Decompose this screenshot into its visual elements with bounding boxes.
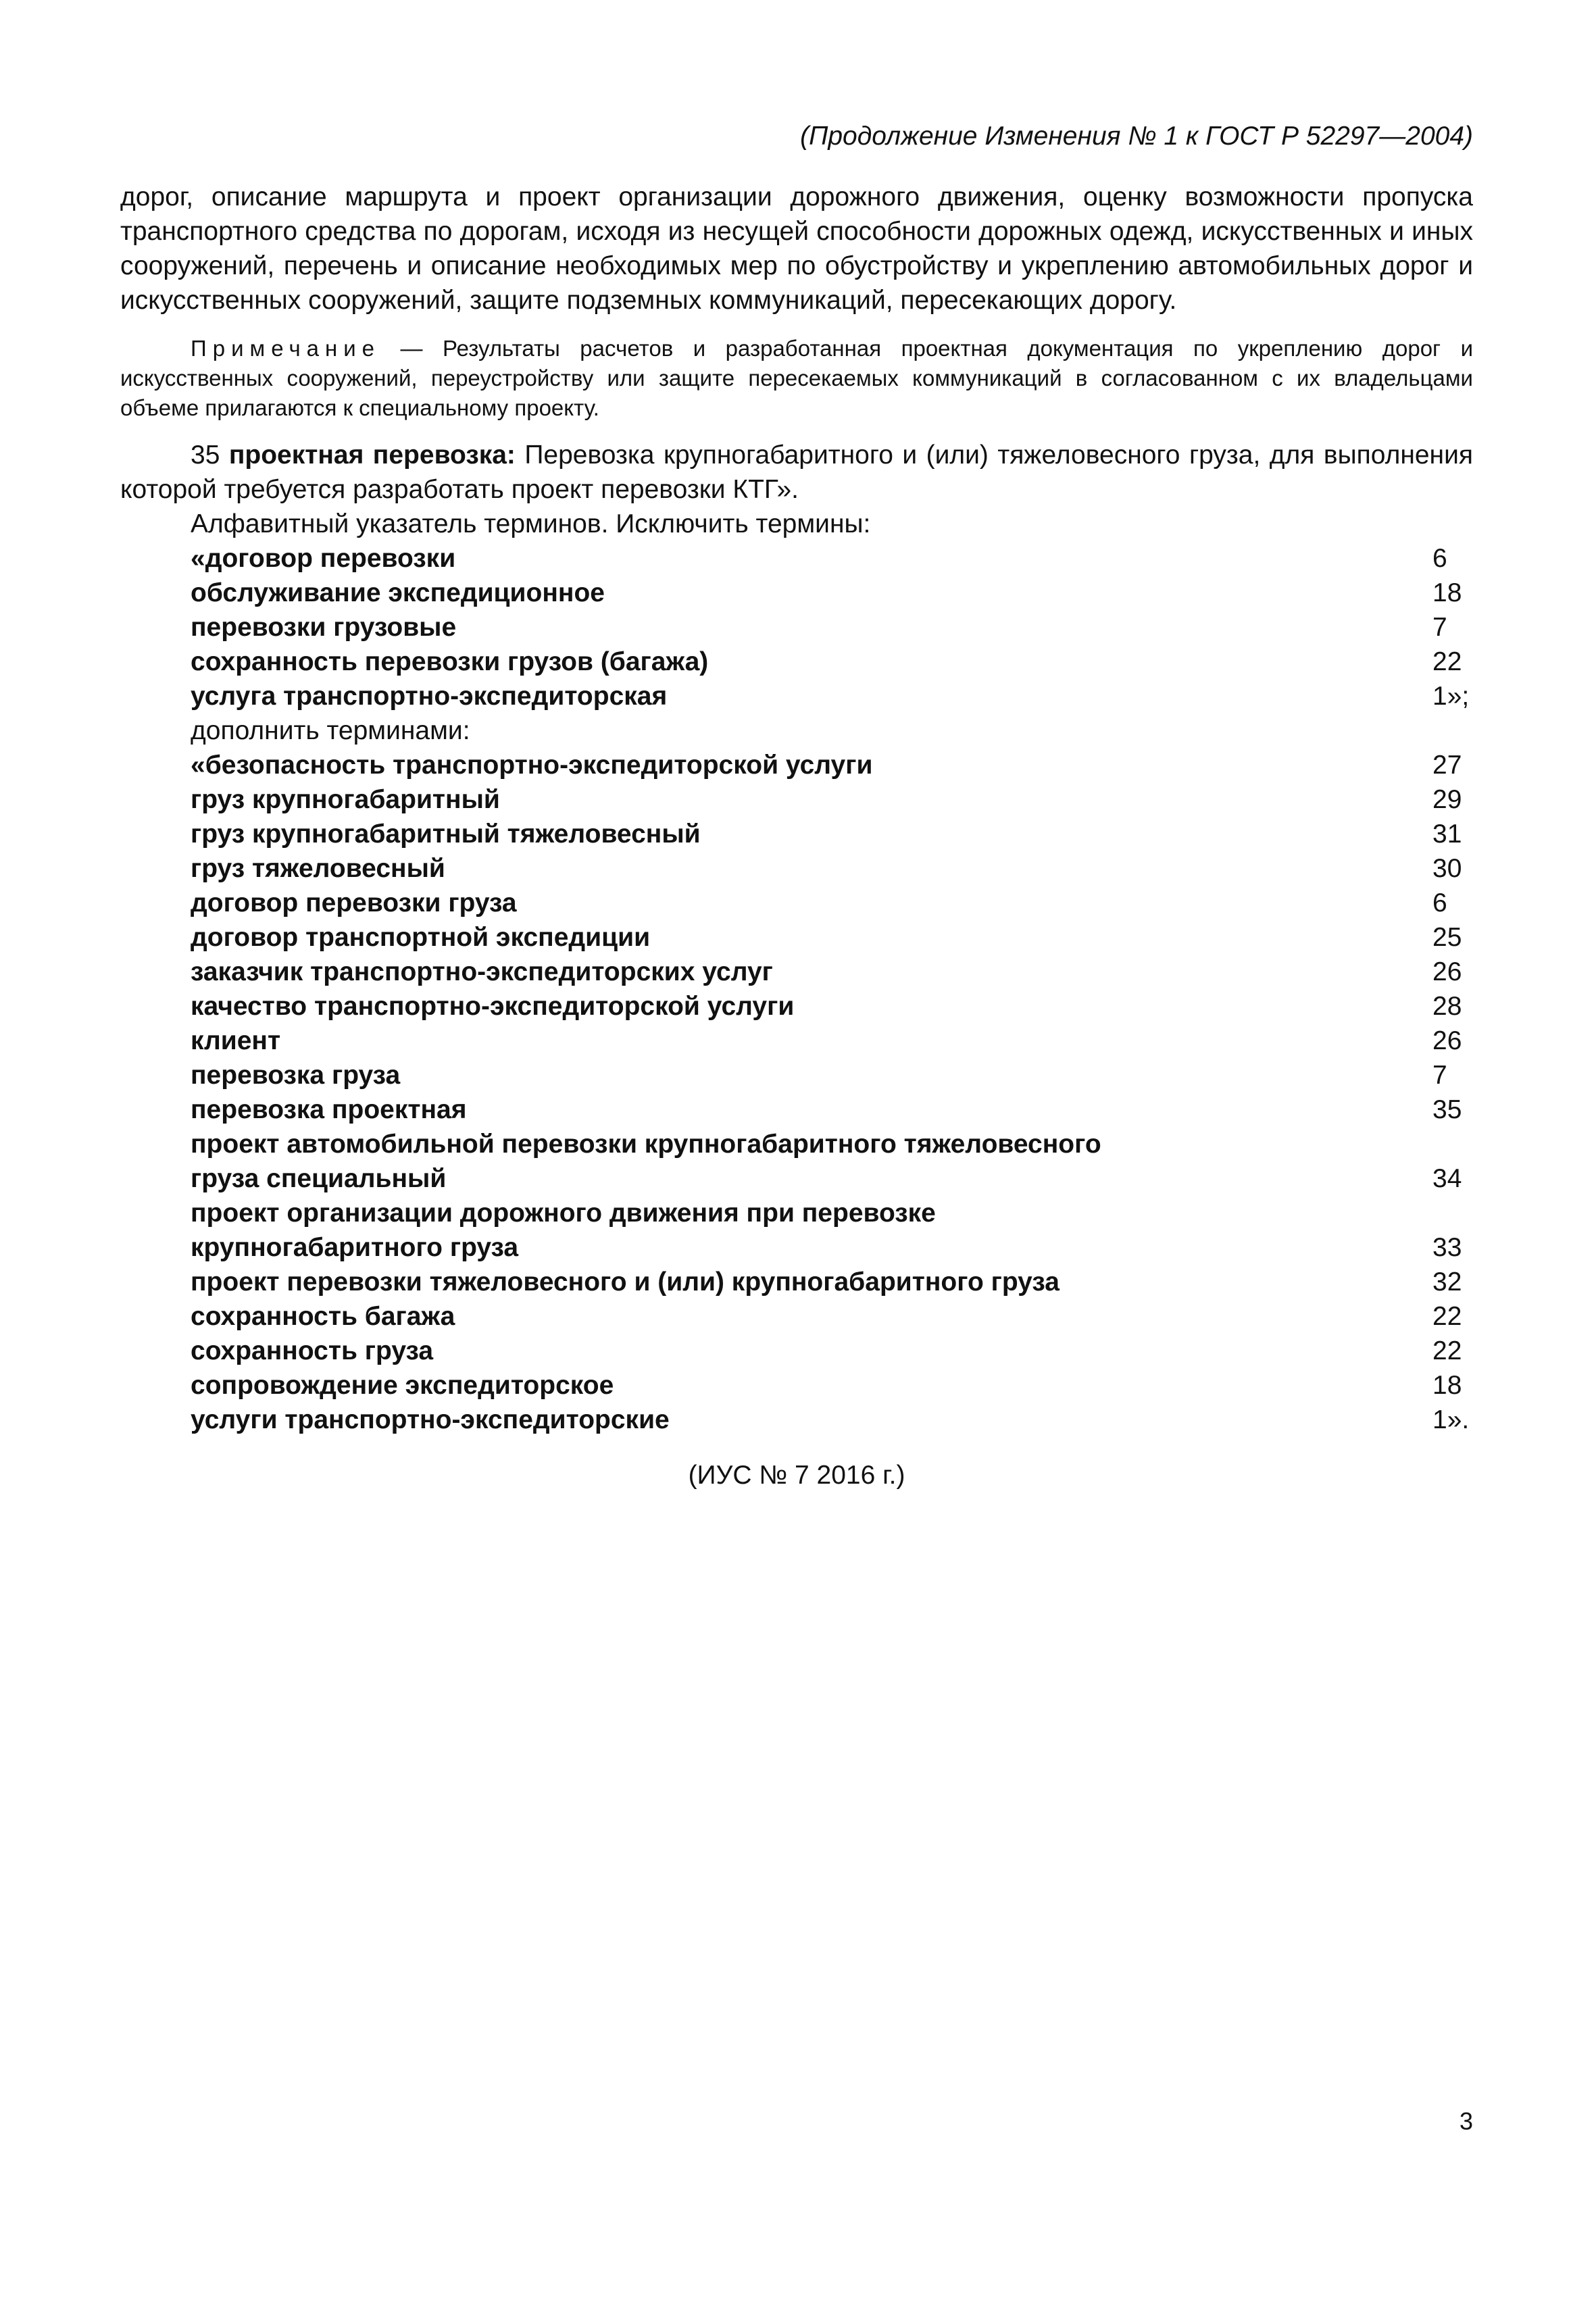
- list-item: [120, 1092, 1473, 1127]
- bulletin-reference: (ИУС № 7 2016 г.): [688, 1461, 905, 1490]
- term-number: 30: [1432, 854, 1462, 883]
- term-number: 6: [1432, 888, 1447, 917]
- list-item: [120, 1299, 1473, 1334]
- term-number: 27: [1432, 751, 1462, 780]
- term-name: перевозка проектная: [191, 1095, 467, 1124]
- term-number: 18: [1432, 578, 1462, 607]
- term-name-line-2: груза специальный: [191, 1164, 447, 1193]
- term-number: 31: [1432, 820, 1462, 849]
- list-item: [120, 1196, 1473, 1265]
- intro-paragraph: дорог, описание маршрута и проект организации дорожного движения, оценку возможности пропуска транспортного средства по дорогам, исходя из несущей способности дорожных одежд, искусственных и иных сооружений, перечень и описание необходимых мер по обустройству и укреплению автомобильных дорог и искусственных сооружений, защите подземных коммуникаций, пересекающих дорогу.: [120, 182, 1473, 315]
- list-item: [120, 851, 1473, 886]
- term-number: 26: [1432, 1026, 1462, 1055]
- term-number: 29: [1432, 785, 1462, 814]
- note-label: Примечание: [191, 336, 381, 361]
- term-35-term: проектная перевозка:: [228, 441, 516, 470]
- list-item: [120, 748, 1473, 782]
- document-body: [120, 180, 1473, 1437]
- term-name: [191, 1196, 1432, 1265]
- note-paragraph: [120, 334, 1473, 423]
- term-name-line-1: проект автомобильной перевозки крупногабаритного тяжеловесного: [191, 1130, 1101, 1159]
- term-name: сохранность груза: [191, 1336, 434, 1365]
- term-35-definition: Перевозка крупногабаритного и (или) тяжеловесного груза, для выполнения которой требуется разработать проект перевозки КТГ».: [120, 441, 1473, 504]
- page-number: 3: [1459, 2107, 1473, 2135]
- term-name: договор транспортной экспедиции: [191, 923, 651, 952]
- term-name: заказчик транспортно-экспедиторских услуг: [191, 957, 773, 986]
- term-name-line-1: проект организации дорожного движения при перевозке: [191, 1199, 936, 1228]
- list-item: [120, 1265, 1473, 1299]
- term-35-number: 35: [191, 441, 229, 470]
- term-name: услуга транспортно-экспедиторская: [191, 682, 668, 711]
- term-number: 25: [1432, 923, 1462, 952]
- term-name: груз тяжеловесный: [191, 854, 445, 883]
- list-item: [120, 576, 1473, 610]
- list-item: [120, 920, 1473, 955]
- term-name: перевозки грузовые: [191, 613, 457, 642]
- term-number: 28: [1432, 992, 1462, 1021]
- list-item: [120, 1368, 1473, 1403]
- term-number: 35: [1432, 1095, 1462, 1124]
- list-item: [120, 679, 1473, 713]
- term-name: сохранность багажа: [191, 1302, 455, 1331]
- added-terms-list: [120, 748, 1473, 1437]
- list-item: [120, 989, 1473, 1024]
- term-number: 26: [1432, 957, 1462, 986]
- term-name: груз крупногабаритный тяжеловесный: [191, 820, 701, 849]
- list-item: [120, 817, 1473, 851]
- term-name: договор перевозки груза: [191, 888, 517, 917]
- term-name: сопровождение экспедиторское: [191, 1371, 614, 1400]
- term-number: 18: [1432, 1371, 1462, 1400]
- list-item: [120, 1127, 1473, 1196]
- term-name: перевозка груза: [191, 1061, 401, 1090]
- term-number: 34: [1432, 1164, 1462, 1193]
- note-dash: —: [380, 336, 443, 361]
- index-intro: Алфавитный указатель терминов. Исключить термины:: [191, 509, 871, 538]
- term-name: услуги транспортно-экспедиторские: [191, 1405, 670, 1434]
- term-number: 22: [1432, 1336, 1462, 1365]
- term-name: «безопасность транспортно-экспедиторской услуги: [191, 751, 873, 780]
- term-number: 22: [1432, 1302, 1462, 1331]
- list-item: [120, 955, 1473, 989]
- list-item: [120, 782, 1473, 817]
- page-header: (Продолжение Изменения № 1 к ГОСТ Р 52297—2004): [800, 122, 1473, 151]
- term-name: клиент: [191, 1026, 281, 1055]
- term-name: [191, 1127, 1432, 1196]
- list-item: [120, 1058, 1473, 1092]
- list-item: [120, 886, 1473, 920]
- term-name: груз крупногабаритный: [191, 785, 500, 814]
- term-name: проект перевозки тяжеловесного и (или) крупногабаритного груза: [191, 1267, 1059, 1297]
- term-number: 22: [1432, 647, 1462, 676]
- note-text: Результаты расчетов и разработанная проектная документация по укреплению дорог и искусственных сооружений, переустройству или защите пересекаемых коммуникаций в согласованном с их владельцами объеме прилагаются к специальному проекту.: [120, 336, 1474, 420]
- term-number: 32: [1432, 1267, 1462, 1297]
- add-intro: дополнить терминами:: [191, 716, 470, 745]
- term-35-paragraph: [120, 438, 1473, 507]
- list-item: [120, 645, 1473, 679]
- term-number: 1».: [1432, 1405, 1470, 1434]
- term-number: 7: [1432, 613, 1447, 642]
- list-item: [120, 1024, 1473, 1058]
- term-number: 1»;: [1432, 682, 1470, 711]
- term-number: 33: [1432, 1233, 1462, 1262]
- term-name-line-2: крупногабаритного груза: [191, 1233, 519, 1262]
- term-number: 7: [1432, 1061, 1447, 1090]
- list-item: [120, 541, 1473, 576]
- list-item: [120, 610, 1473, 645]
- term-number: 6: [1432, 544, 1447, 573]
- excluded-terms-list: [120, 541, 1473, 713]
- term-name: обслуживание экспедиционное: [191, 578, 605, 607]
- list-item: [120, 1403, 1473, 1437]
- list-item: [120, 1334, 1473, 1368]
- term-name: качество транспортно-экспедиторской услуги: [191, 992, 795, 1021]
- term-name: «договор перевозки: [191, 544, 456, 573]
- term-name: сохранность перевозки грузов (багажа): [191, 647, 709, 676]
